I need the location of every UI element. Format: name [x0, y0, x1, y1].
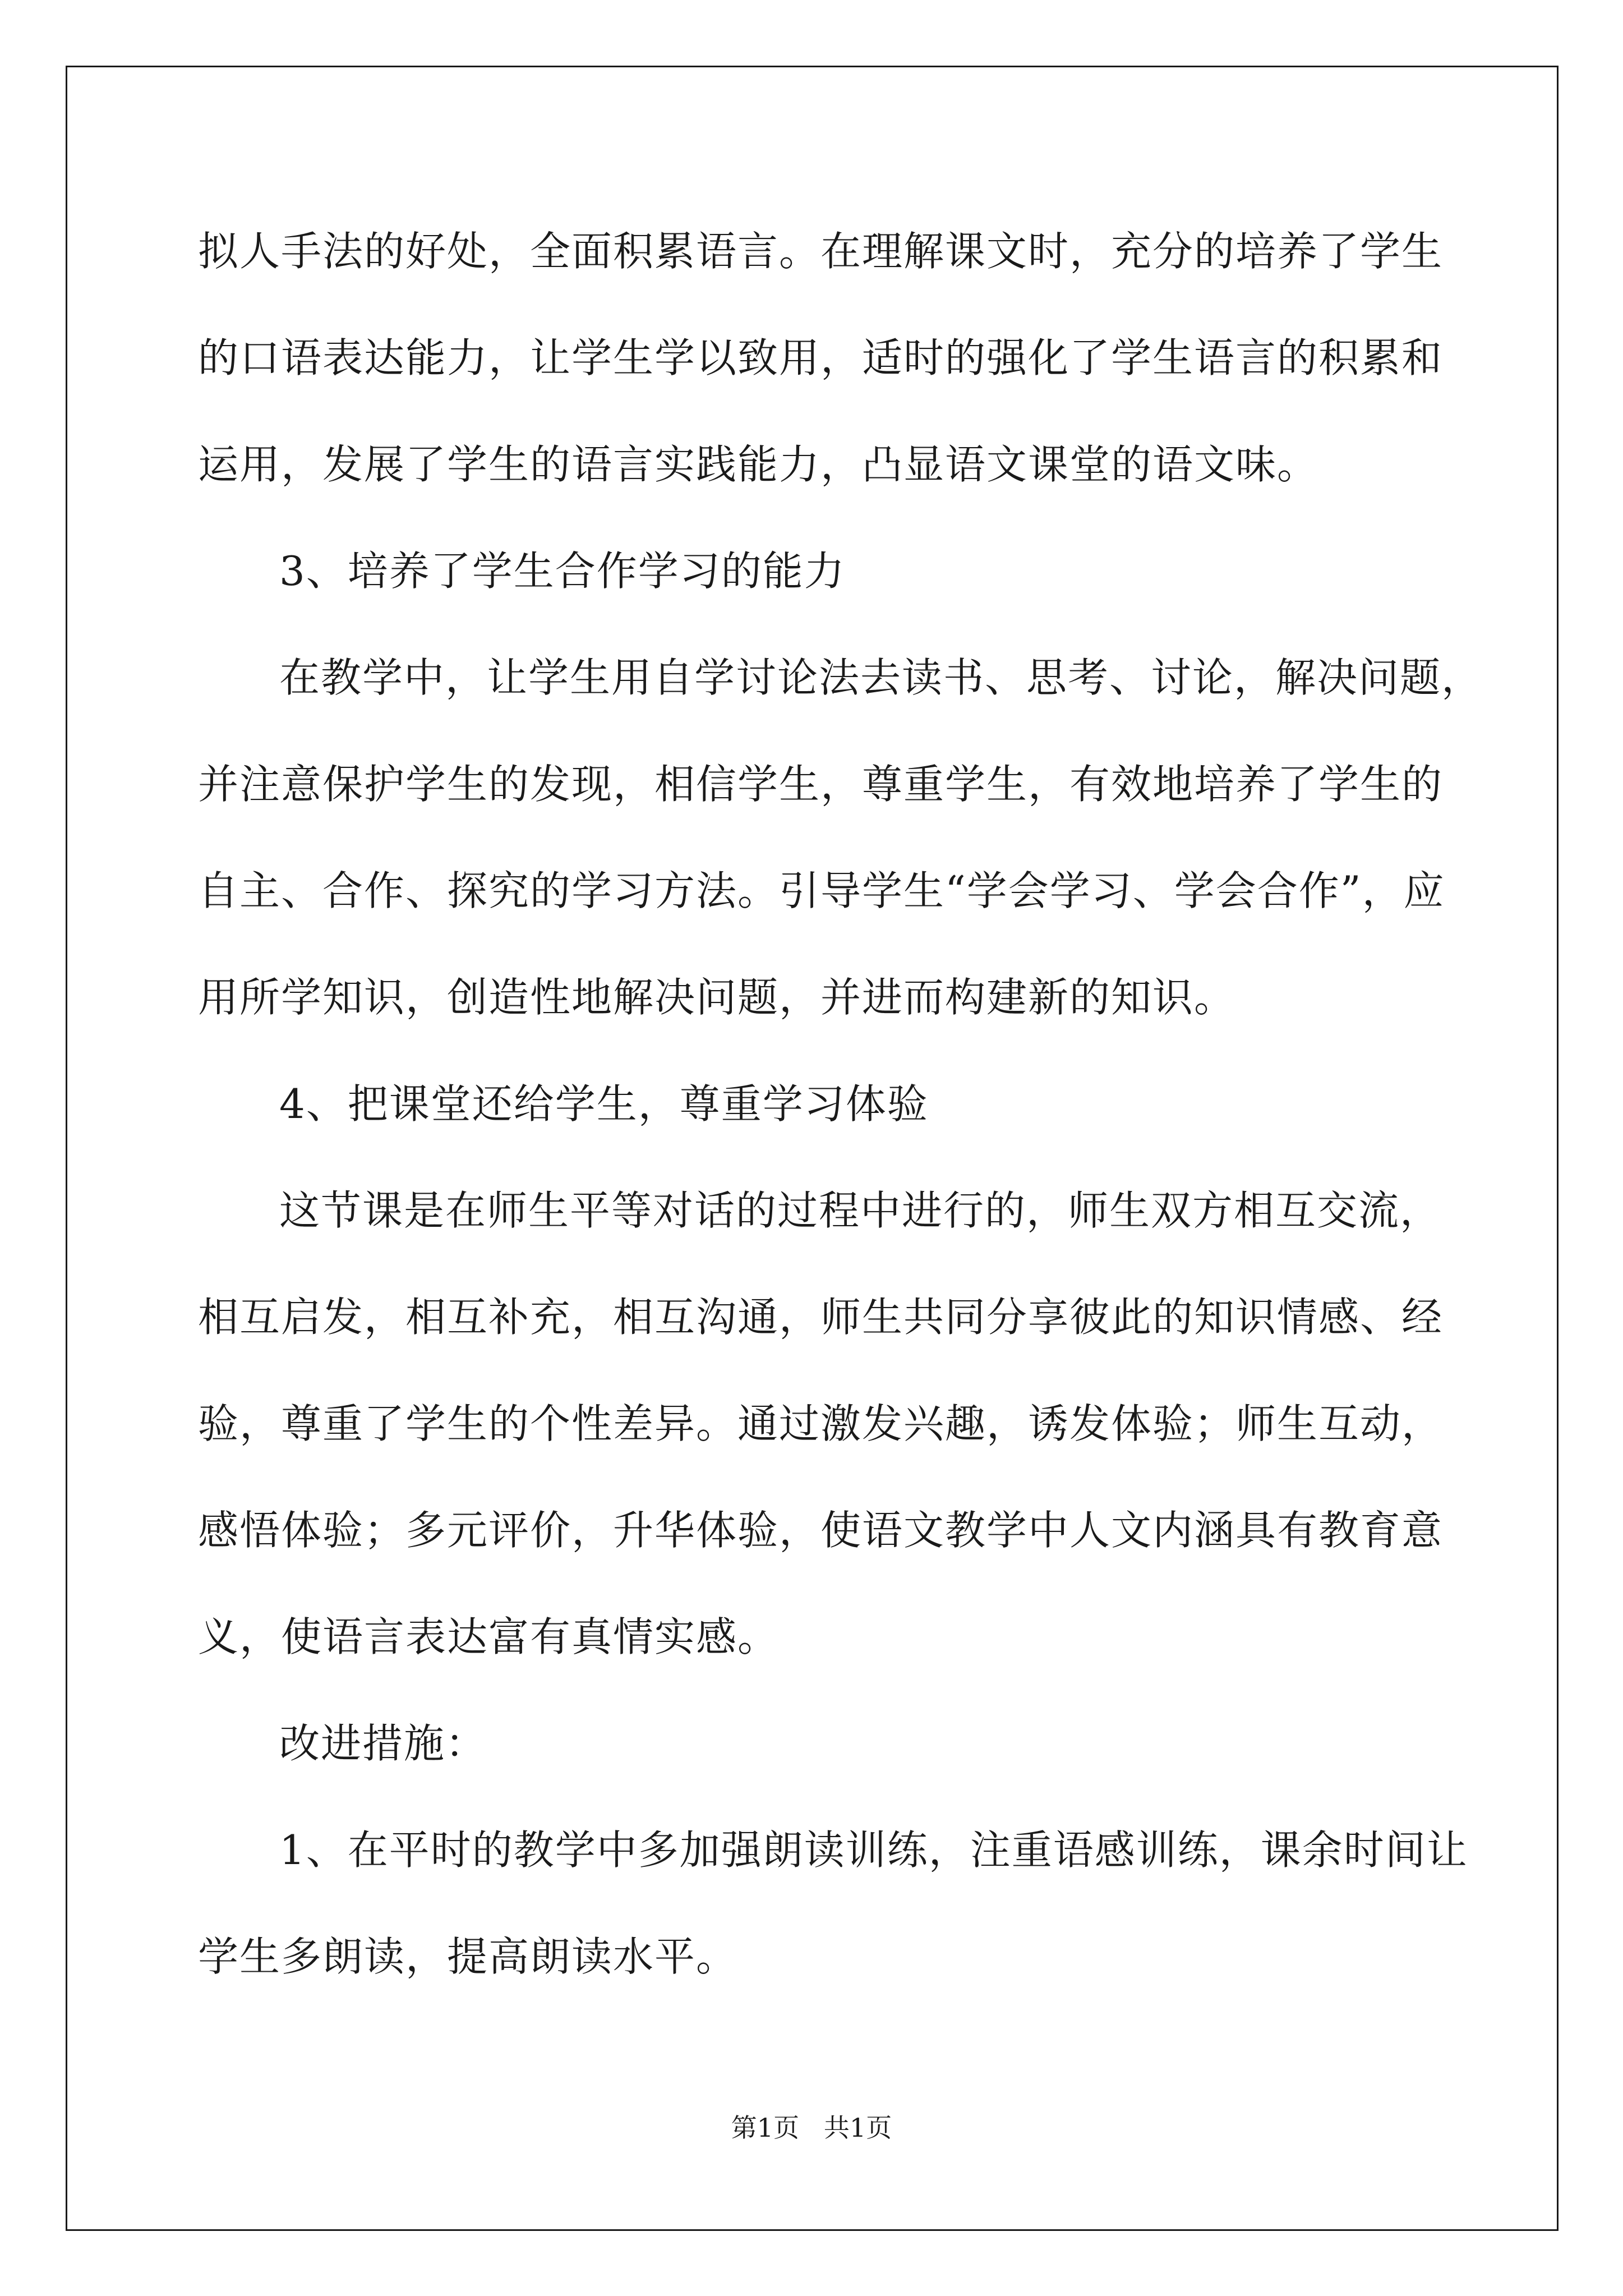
text-line: 拟人手法的好处，全面积累语言。在理解课文时，充分的培养了学生	[198, 228, 1444, 275]
text-line: 学生多朗读，提高朗读水平。	[198, 1933, 738, 1980]
page-number-footer: 第1页 共1页	[731, 2113, 892, 2143]
text-line: 感悟体验；多元评价，升华体验，使语文教学中人文内涵具有教育意	[198, 1507, 1444, 1554]
text-line: 并注意保护学生的发现，相信学生，尊重学生，有效地培养了学生的	[198, 761, 1444, 808]
text-line: 运用，发展了学生的语言实践能力，凸显语文课堂的语文味。	[198, 441, 1319, 488]
section-heading: 3、培养了学生合作学习的能力	[279, 547, 846, 595]
section-heading: 4、把课堂还给学生，尊重学习体验	[279, 1080, 929, 1128]
text-line: 在教学中，让学生用自学讨论法去读书、思考、讨论，解决问题，	[279, 654, 1483, 701]
section-heading: 改进措施：	[279, 1720, 487, 1767]
text-line: 这节课是在师生平等对话的过程中进行的，师生双方相互交流，	[279, 1187, 1442, 1234]
text-line: 1、在平时的教学中多加强朗读训练，注重语感训练，课余时间让	[279, 1826, 1468, 1874]
text-line: 用所学知识，创造性地解决问题，并进而构建新的知识。	[198, 974, 1236, 1021]
text-line: 相互启发，相互补充，相互沟通，师生共同分享彼此的知识情感、经	[198, 1294, 1444, 1341]
text-line: 验，尊重了学生的个性差异。通过激发兴趣，诱发体验；师生互动，	[198, 1400, 1444, 1447]
text-line: 的口语表达能力，让学生学以致用，适时的强化了学生语言的积累和	[198, 334, 1444, 381]
text-line: 义，使语言表达富有真情实感。	[198, 1613, 780, 1660]
page-border	[66, 66, 1559, 2231]
text-line: 自主、合作、探究的学习方法。引导学生“学会学习、学会合作”，应	[198, 867, 1445, 914]
